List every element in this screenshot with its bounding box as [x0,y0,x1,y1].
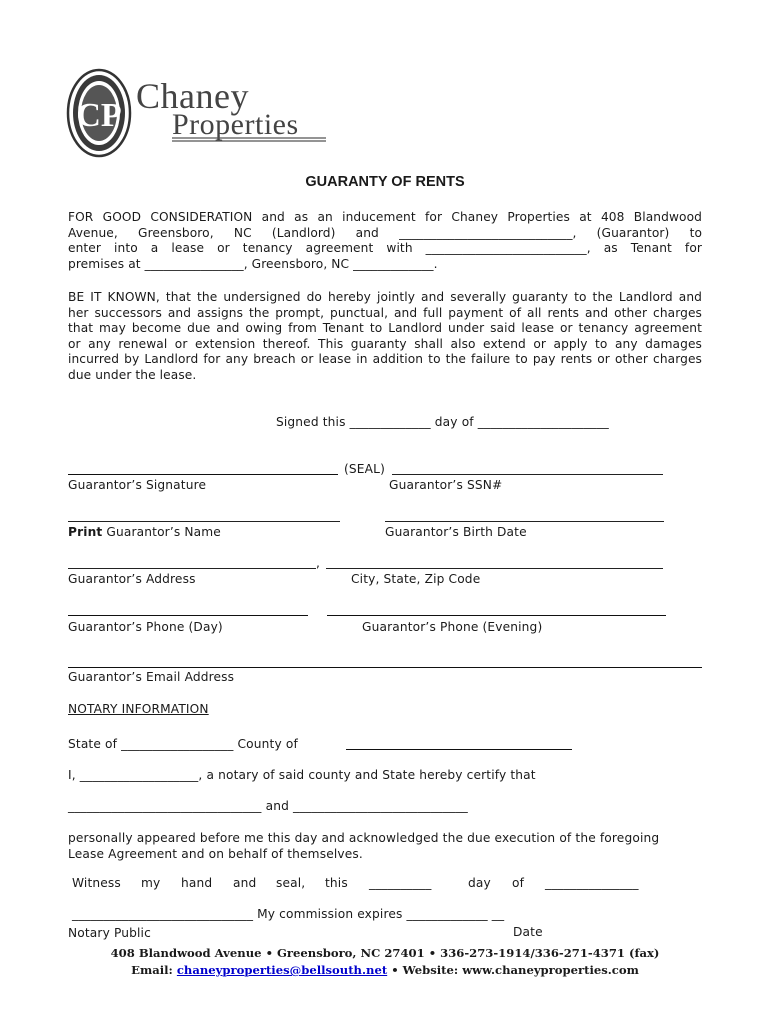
my-word: my [141,876,161,890]
company-logo [66,68,331,160]
footer-email-label: Email: [131,963,177,977]
paragraph2-line4: or any renewal or extension thereof. This guaranty shall also extend or apply to any damages [68,336,702,351]
guarantor-email-label: Guarantor’s Email Address [68,670,235,684]
guarantor-name-field[interactable] [68,521,340,522]
paragraph2-line1: BE IT KNOWN, that the undersigned do hereby jointly and severally guaranty to the Landlord and [68,290,702,304]
guarantor-phone-day-label: Guarantor’s Phone (Day) [68,620,223,634]
logo-monogram: CP [76,97,122,134]
consideration-paragraph [68,210,702,272]
paragraph2-line2: her successors and assigns the prompt, punctual, and full payment of all rents and other charges [68,305,702,320]
guarantor-address-label: Guarantor’s Address [68,572,196,586]
notary-signature-and-commission: _____________________________ My commission expires [72,907,407,921]
notary-state-county-line[interactable] [68,737,298,751]
guarantor-ssn-label: Guarantor’s SSN# [389,478,503,492]
notary-certify-line[interactable]: I, ___________________, a notary of said county and State hereby certify that [68,768,536,782]
hand-word: hand [181,876,213,890]
witness-word: Witness [72,876,121,890]
seal-word: seal, [276,876,306,890]
paragraph2-line5: incurred by Landlord for any breach or lease in addition to the failure to pay rents or other charges [68,352,702,367]
logo-company-line2: Properties [172,108,299,141]
notary-state-label: State of __________________ County of [68,737,298,751]
print-name-label-rest: Guarantor’s Name [102,525,221,539]
paragraph2-line6: due under the lease. [68,367,197,382]
guarantor-signature-label: Guarantor’s Signature [68,478,207,492]
guarantor-name-label [68,525,221,539]
notary-appeared-line1: personally appeared before me this day and acknowledged the due execution of the foregoing [68,831,660,845]
paragraph1-line2: Avenue, Greensboro, NC (Landlord) and ____________________________, (Guarantor) to [68,225,702,240]
guarantor-email-field[interactable] [68,667,702,668]
guarantor-city-state-zip-field[interactable] [326,568,663,569]
notary-heading: NOTARY INFORMATION [68,702,209,716]
notary-parties-line[interactable]: _______________________________ and ____________________________ [68,799,468,813]
notary-appeared-line2: Lease Agreement and on behalf of themselves. [68,847,363,861]
print-bold-label: Print [68,525,103,539]
notary-public-label: Notary Public [68,926,151,940]
paragraph1-line4: premises at ________________, Greensboro, NC _____________. [68,256,438,271]
guarantor-signature-field[interactable] [68,474,338,475]
paragraph2-line3: that may become due and owing from Tenant to Landlord under said lease or tenancy agreement [68,321,702,336]
city-state-zip-label: City, State, Zip Code [351,572,481,586]
address-comma: , [316,556,321,570]
notary-county-field[interactable] [346,749,572,750]
guarantor-birth-date-field[interactable] [385,521,664,522]
guarantor-phone-day-field[interactable] [68,615,308,616]
commission-date-label: Date [513,925,543,939]
logo-emblem [66,68,331,160]
guarantor-phone-evening-label: Guarantor’s Phone (Evening) [362,620,543,634]
document-title: GUARANTY OF RENTS [305,174,465,190]
this-word: this [325,876,348,890]
witness-month-field[interactable]: _______________ [545,876,639,890]
signed-date-line[interactable]: Signed this _____________ day of _____________________ [276,415,609,429]
guaranty-paragraph [68,290,702,384]
logo-company-line1: Chaney [136,76,249,116]
notary-commission-line[interactable] [72,907,504,921]
guarantor-ssn-field[interactable] [392,474,663,475]
of-word: of [512,876,525,890]
paragraph1-line3: enter into a lease or tenancy agreement with __________________________, as Tenant for [68,241,702,256]
witness-day-field[interactable]: __________ [369,876,432,890]
footer-contact [0,963,770,977]
guarantor-address-field[interactable] [68,568,316,569]
paragraph1-line1: FOR GOOD CONSIDERATION and as an inducement for Chaney Properties at 408 Blandwood [68,210,702,224]
footer-address: 408 Blandwood Avenue • Greensboro, NC 27401 • 336-273-1914/336-271-4371 (fax) [110,946,660,960]
guarantor-phone-evening-field[interactable] [327,615,666,616]
guarantor-birth-date-label: Guarantor’s Birth Date [385,525,527,539]
footer-email-link[interactable]: chaneyproperties@bellsouth.net [176,963,388,977]
commission-expires-field[interactable]: _____________ __ [406,907,505,921]
and-word: and [233,876,257,890]
seal-label: (SEAL) [344,462,385,476]
footer-website: • Website: www.chaneyproperties.com [387,963,639,977]
day-word: day [468,876,491,890]
